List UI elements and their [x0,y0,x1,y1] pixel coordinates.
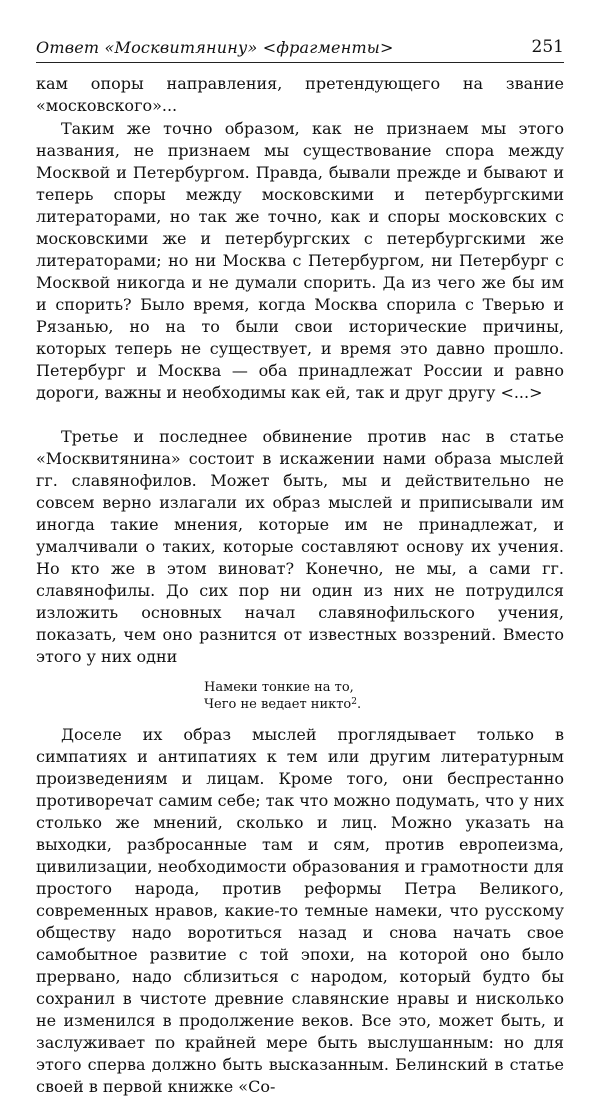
verse-quotation [204,679,564,713]
verse-line-2-end: . [357,697,362,712]
paragraph-slavophiles-accusation: Третье и последнее обвинение против нас в статье «Москвитянина» состоит в искажении нами образа мыслей гг. славянофилов. Может быть, мы и действительно не совсем верно излагали их образ мыслей и приписывали им иногда такие мнения, которые им не принадлежат, и умалчивали о таких, которые составляют основу их учения. Но кто же в этом виноват? Конечно, не мы, а сами гг. славянофилы. До сих пор ни один из них не потрудился изложить основных начал славянофильского учения, показать, чем оно разнится от известных воззрений. Вместо этого у них одни [36,427,564,666]
verse-line-2-text: Чего не ведает никто [204,697,352,712]
page-number: 251 [531,37,564,57]
page-body [36,73,564,1098]
running-title: Ответ «Москвитянину» <фрагменты> [36,38,394,57]
footnote-marker: 2 [351,697,357,707]
verse-line-2 [204,696,564,713]
paragraph-moscow-petersburg: Таким же точно образом, как не признаем мы этого названия, не признаем мы существование спора между Москвой и Петербургом. Правда, бывали прежде и бывают и теперь споры между московскими и петербургскими литераторами, но так же точно, как и споры московских с московскими же и петербургских с петербургскими же литераторами; но ни Москва с Петербургом, ни Петербург с Москвой никогда и не думали спорить. Да из чего же бы им и спорить? Было время, когда Москва спорила с Тверью и Рязанью, но на то были свои исторические причины, которых теперь не существует, и время это давно прошло. Петербург и Москва — оба принадлежат России и равно дороги, важны и необходимы как ей, так и друг другу <...> [36,119,564,402]
paragraph-continuation: кам опоры направления, претендующего на звание «московского»... [36,74,564,115]
running-header [36,34,564,63]
paragraph-slavophile-views: Доселе их образ мыслей проглядывает только в симпатиях и антипатиях к тем или другим литературным произведениям и лицам. Кроме того, они беспрестанно противоречат самим себе; так что можно подумать, что у них столько же мнений, сколько и лиц. Можно указать на выходки, разбросанные там и сям, против европеизма, цивилизации, необходимости образования и грамотности для простого народа, против реформы Петра Великого, современных нравов, какие-то темные намеки, что русскому обществу надо воротиться назад и снова начать свое самобытное развитие с той эпохи, на которой оно было прервано, надо сблизиться с народом, который будто бы сохранил в чистоте древние славянские нравы и нисколько не изменился в продолжение веков. Все это, может быть, и заслуживает по крайней мере быть выслушанным: но для этого сперва должно быть высказанным. Белинский в статье своей в первой книжке «Со- [36,725,564,1096]
verse-line-1: Намеки тонкие на то, [204,680,354,695]
